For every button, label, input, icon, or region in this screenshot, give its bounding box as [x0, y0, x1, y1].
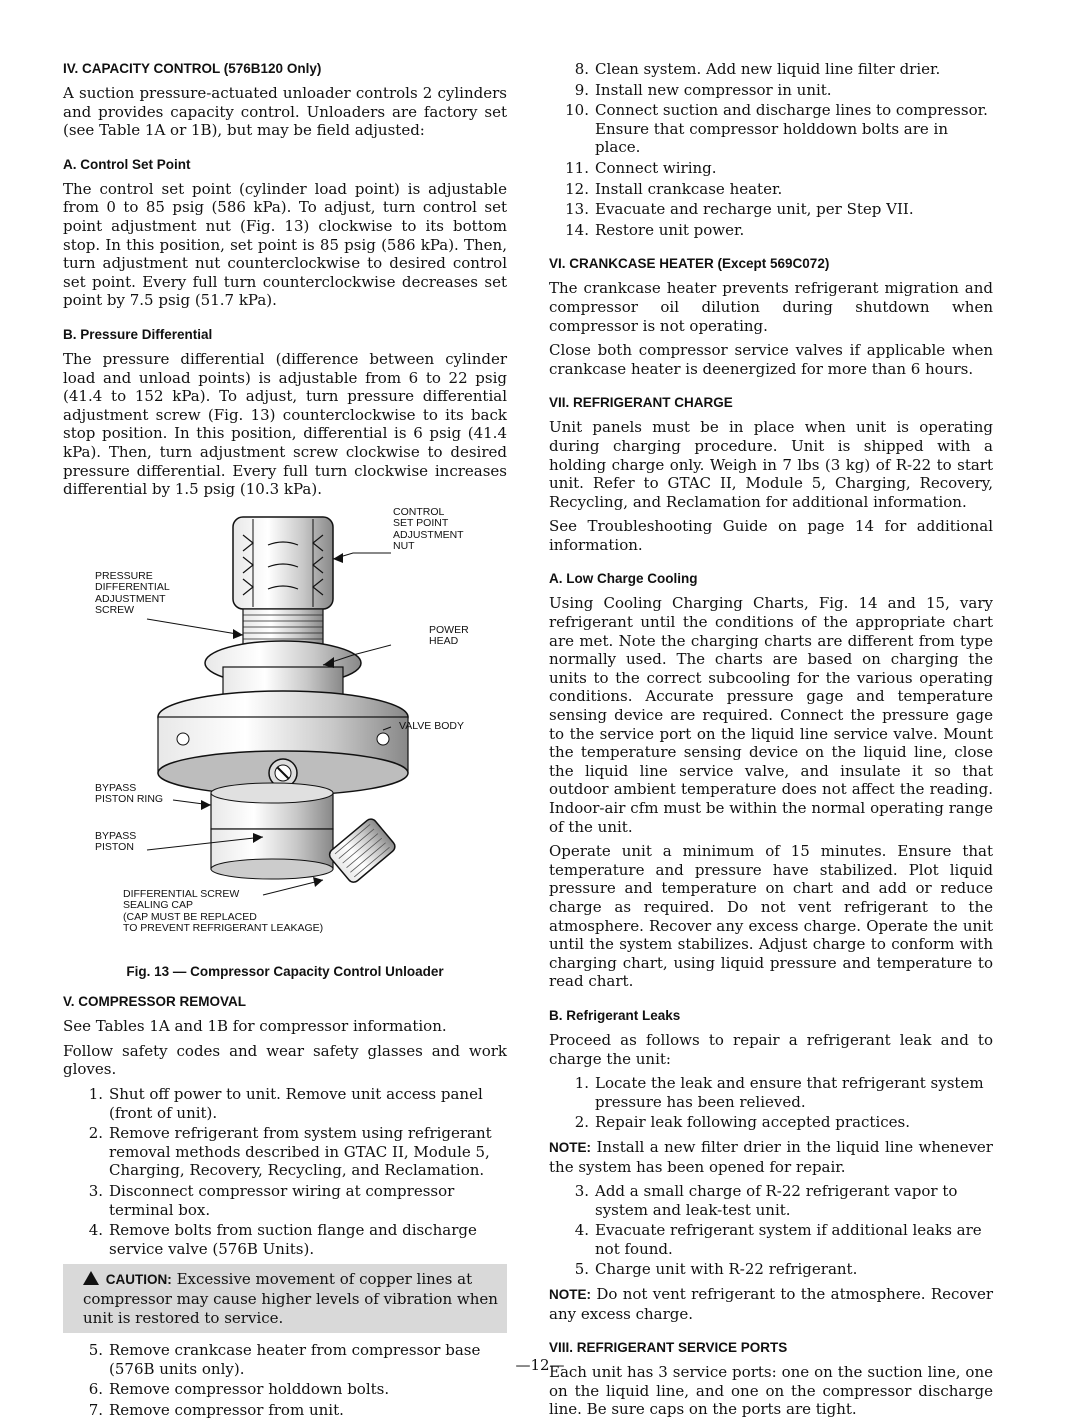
figure-caption: Fig. 13 — Compressor Capacity Control Unloader	[126, 963, 444, 979]
caution-label: CAUTION:	[105, 1272, 172, 1288]
list-item: 4. Remove bolts from suction flange and discharge service valve (576B Units).	[88, 1221, 477, 1258]
section-viii-heading: VIII. REFRIGERANT SERVICE PORTS	[549, 1340, 788, 1356]
control-nut-shape	[233, 517, 333, 609]
label-valve-body: VALVE BODY	[399, 719, 464, 732]
caution-box	[63, 1264, 507, 1333]
list-item: 5. Remove crankcase heater from compressor base (576B units only).	[88, 1341, 481, 1378]
low-charge-paragraph-1: Using Cooling Charging Charts, Fig. 14 and 15, vary refrigerant until the conditions of the appropriate chart are met. Note the charging charts are different from type normally used. The charts are based on charging the units to the correct subcooling for the various operating conditions. Accurate pressure gage and temperature sensing device are required. Connect the pressure gage to the service port on the liquid line service valve. Mount the temperature sensing device on the liquid line, close the liquid line service valve, and insulate it so that outdoor ambient temperature does not affect the reading. Indoor-air cfm must be within the normal operating range of the unit.	[549, 594, 993, 836]
section-v-paragraph-2: Follow safety codes and wear safety glasses and work gloves.	[63, 1041, 507, 1079]
pressure-differential-heading: B. Pressure Differential	[63, 326, 213, 342]
list-item: 11. Connect wiring.	[565, 158, 717, 177]
pressure-differential-paragraph: The pressure differential (difference between cylinder load and unload points) is adjustable from 6 to 22 psig (41.4 to 152 kPa). To adjust, turn pressure differential adjustment screw (Fig. 13) counterclockwise to its back stop position. In this position, differential is 6 psig (41.4 kPa). Then, turn adjustment screw clockwise to desired pressure differential. Every full turn clockwise increases differential by 1.5 psig (10.3 kPa).	[63, 349, 507, 499]
section-vii-heading: VII. REFRIGERANT CHARGE	[549, 395, 733, 411]
left-column	[63, 60, 507, 1426]
note-filter-drier: NOTE: Install a new filter drier in the liquid line whenever the system has been opened for repair.	[549, 1137, 993, 1176]
label-bypass-ring: BYPASS PISTON RING	[95, 781, 164, 806]
page-number: —12—	[515, 1356, 565, 1374]
control-set-point-paragraph: The control set point (cylinder load point) is adjustable from 0 to 85 psig (586 kPa). To adjust, turn control set point adjustment nut (Fig. 13) clockwise to its bottom stop. In this position, set point is 85 psig (586 kPa). Then, turn adjustment nut counterclockwise to desired control set point. Every full turn counterclockwise decreases set point by 7.5 psig (51.7 kPa).	[63, 179, 507, 310]
removal-steps-1	[63, 1085, 507, 1258]
list-item: 3. Disconnect compressor wiring at compressor terminal box.	[88, 1182, 455, 1219]
refrigerant-leaks-heading: B. Refrigerant Leaks	[549, 1007, 681, 1023]
label-power-head: POWER HEAD	[429, 623, 469, 648]
leak-steps-2	[549, 1182, 993, 1279]
list-item: 2. Remove refrigerant from system using refrigerant removal methods described in GTAC II, Module 5, Charging, Recovery, Recycling, and Reclamation.	[88, 1124, 492, 1180]
list-item: 14. Restore unit power.	[565, 220, 745, 239]
list-item: 3. Add a small charge of R-22 refrigerant vapor to system and leak-test unit.	[574, 1182, 958, 1219]
refrigerant-leaks-paragraph: Proceed as follows to repair a refrigerant leak and to charge the unit:	[549, 1030, 993, 1068]
label-control-nut: CONTROL SET POINT ADJUSTMENT NUT	[393, 505, 464, 553]
low-charge-paragraph-2: Operate unit a minimum of 15 minutes. Ensure that temperature and pressure have stabilized. Plot liquid pressure and temperature on chart and add or reduce charge as required. Do not vent refrigerant to the atmosphere. Recover any excess charge. Operate the unit until the system stabilizes. Adjust charge to conform with charging chart, using liquid pressure and temperature to read chart.	[549, 842, 993, 991]
label-pressure-screw: PRESSURE DIFFERENTIAL ADJUSTMENT SCREW	[95, 569, 170, 617]
low-charge-heading: A. Low Charge Cooling	[549, 571, 698, 587]
list-item: 2. Repair leak following accepted practices.	[574, 1113, 910, 1132]
list-item: 1. Locate the leak and ensure that refrigerant system pressure has been relieved.	[574, 1074, 984, 1111]
list-item: 5. Charge unit with R-22 refrigerant.	[574, 1260, 858, 1279]
list-item: 13. Evacuate and recharge unit, per Step VII.	[565, 200, 914, 219]
section-vii-paragraph-2: See Troubleshooting Guide on page 14 for additional information.	[549, 517, 993, 554]
label-sealing-cap: DIFFERENTIAL SCREW SEALING CAP (CAP MUST BE REPLACED TO PREVENT REFRIGERANT LEAKAGE)	[123, 887, 324, 935]
list-item: 1. Shut off power to unit. Remove unit access panel (front of unit).	[88, 1085, 483, 1122]
caution-text: Excessive movement of copper lines at compressor may cause higher levels of vibration when unit is restored to service.	[83, 1270, 498, 1327]
section-vii-paragraph-1: Unit panels must be in place when unit is operating during charging procedure. Unit is shipped with a holding charge only. Weigh in 7 lbs (3 kg) of R-22 to start unit. Refer to GTAC II, Module 5, Charging, Recovery, Recycling, and Reclamation for additional information.	[549, 418, 993, 511]
section-vi-paragraph-1: The crankcase heater prevents refrigerant migration and compressor oil dilution during shutdown when compressor is not operating.	[549, 279, 993, 335]
list-item: 12. Install crankcase heater.	[565, 179, 783, 198]
label-bypass-piston: BYPASS PISTON	[95, 829, 137, 854]
warning-icon	[83, 1271, 99, 1285]
section-viii-paragraph: Each unit has 3 service ports: one on the suction line, one on the liquid line, and one on the compressor discharge line. Be sure caps on the ports are tight.	[549, 1363, 993, 1419]
section-vi-heading: VI. CRANKCASE HEATER (Except 569C072)	[549, 256, 830, 272]
section-vi-paragraph-2: Close both compressor service valves if applicable when crankcase heater is deenergized for more than 6 hours.	[549, 341, 993, 378]
unloader-figure	[63, 505, 507, 953]
list-item: 6. Remove compressor holddown bolts.	[88, 1380, 390, 1399]
removal-steps-continued	[549, 60, 993, 239]
removal-steps-2	[63, 1341, 507, 1419]
list-item: 4. Evacuate refrigerant system if additional leaks are not found.	[574, 1221, 982, 1258]
list-item: 10. Connect suction and discharge lines to compressor. Ensure that compressor holddown bolts are in place.	[565, 101, 988, 157]
note-vent: NOTE: Do not vent refrigerant to the atmosphere. Recover any excess charge.	[549, 1285, 993, 1323]
control-set-point-heading: A. Control Set Point	[63, 156, 191, 172]
leak-steps-1	[549, 1074, 993, 1132]
section-v-paragraph-1: See Tables 1A and 1B for compressor information.	[63, 1017, 447, 1036]
section-v-heading: V. COMPRESSOR REMOVAL	[63, 994, 247, 1010]
list-item: 9. Install new compressor in unit.	[574, 80, 832, 99]
list-item: 7. Remove compressor from unit.	[88, 1400, 344, 1419]
section-iv-paragraph: A suction pressure-actuated unloader controls 2 cylinders and provides capacity control. Unloaders are factory set (see Table 1A or 1B), but may be field adjusted:	[63, 84, 507, 140]
list-item: 8. Clean system. Add new liquid line filter drier.	[574, 60, 941, 78]
section-iv-heading: IV. CAPACITY CONTROL (576B120 Only)	[63, 61, 322, 76]
right-column	[549, 60, 993, 1425]
